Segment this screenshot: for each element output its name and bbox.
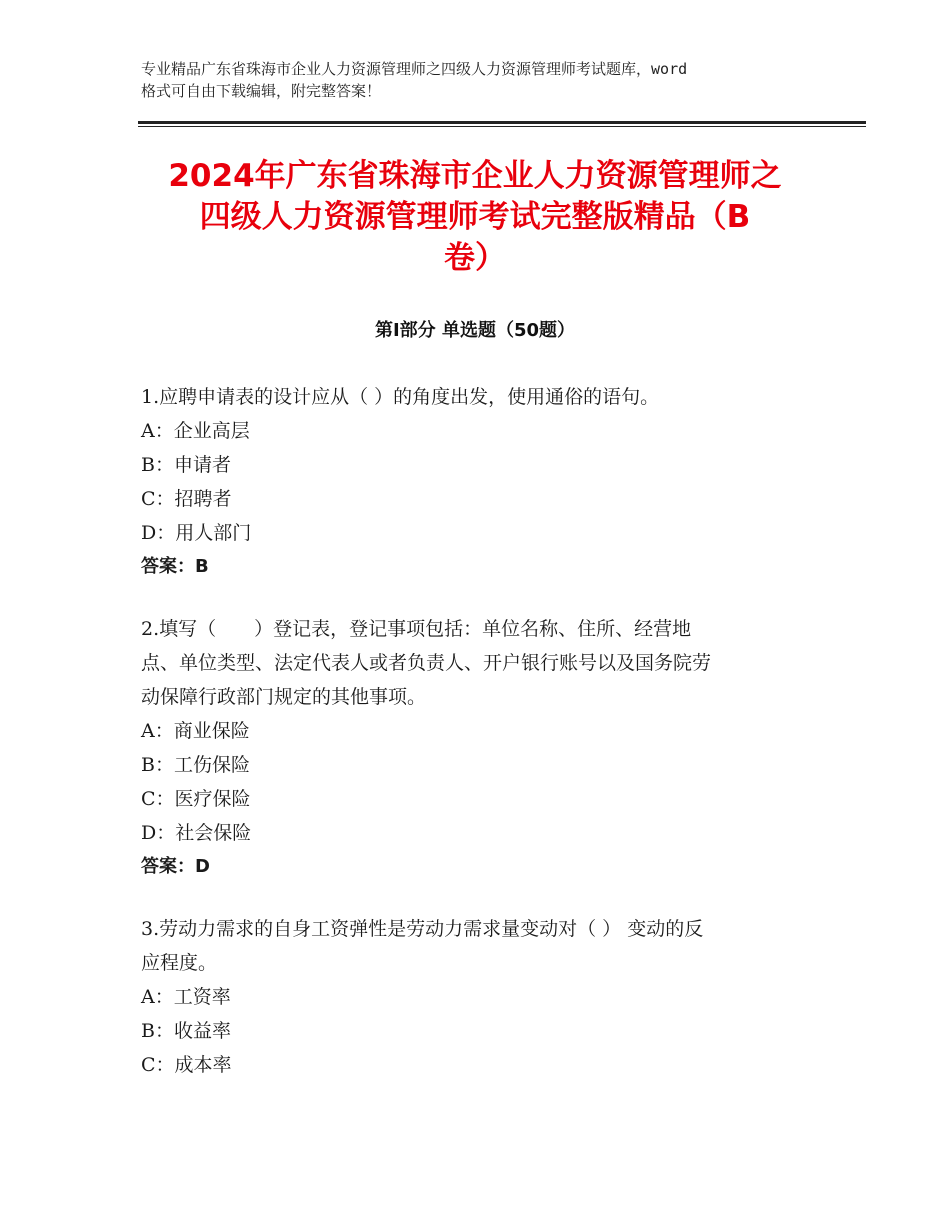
option-b: B：工伤保险: [141, 754, 250, 776]
document-title: [120, 156, 830, 279]
header-note: [141, 58, 821, 102]
answer-label: 答案：D: [141, 856, 210, 877]
document-title-line: 卷）: [444, 240, 506, 276]
answer-label: 答案：B: [141, 556, 209, 577]
question-1: [141, 380, 821, 584]
document-title-line: 2024年广东省珠海市企业人力资源管理师之: [168, 158, 782, 194]
question-list: [141, 380, 821, 1110]
question-text: 应程度。: [141, 952, 218, 974]
question-text: 3.劳动力需求的自身工资弹性是劳动力需求量变动对（ ） 变动的反: [141, 918, 704, 940]
question-text: 点、单位类型、法定代表人或者负责人、开户银行账号以及国务院劳: [141, 652, 712, 674]
header-divider-thin: [138, 126, 866, 127]
header-note-line: 格式可自由下载编辑，附完整答案！: [141, 82, 382, 100]
option-d: D：社会保险: [141, 822, 252, 844]
question-text: 动保障行政部门规定的其他事项。: [141, 686, 427, 708]
option-a: A：商业保险: [141, 720, 250, 742]
option-a: A：工资率: [141, 986, 231, 1008]
option-b: B：申请者: [141, 454, 231, 476]
option-c: C：成本率: [141, 1054, 232, 1076]
question-2: [141, 612, 821, 884]
section-title: 第Ⅰ部分 单选题（50题）: [374, 320, 575, 341]
option-c: C：医疗保险: [141, 788, 251, 810]
question-3: [141, 912, 821, 1082]
question-text: 1.应聘申请表的设计应从（ ）的角度出发，使用通俗的语句。: [141, 386, 660, 408]
option-b: B：收益率: [141, 1020, 231, 1042]
option-d: D：用人部门: [141, 522, 252, 544]
option-c: C：招聘者: [141, 488, 232, 510]
question-text: 2.填写（ ）登记表，登记事项包括：单位名称、住所、经营地: [141, 618, 692, 640]
header-note-line: 专业精品广东省珠海市企业人力资源管理师之四级人力资源管理师考试题库，word: [141, 60, 688, 78]
option-a: A：企业高层: [141, 420, 250, 442]
document-title-line: 四级人力资源管理师考试完整版精品（B: [199, 199, 751, 235]
header-divider-thick: [138, 121, 866, 124]
